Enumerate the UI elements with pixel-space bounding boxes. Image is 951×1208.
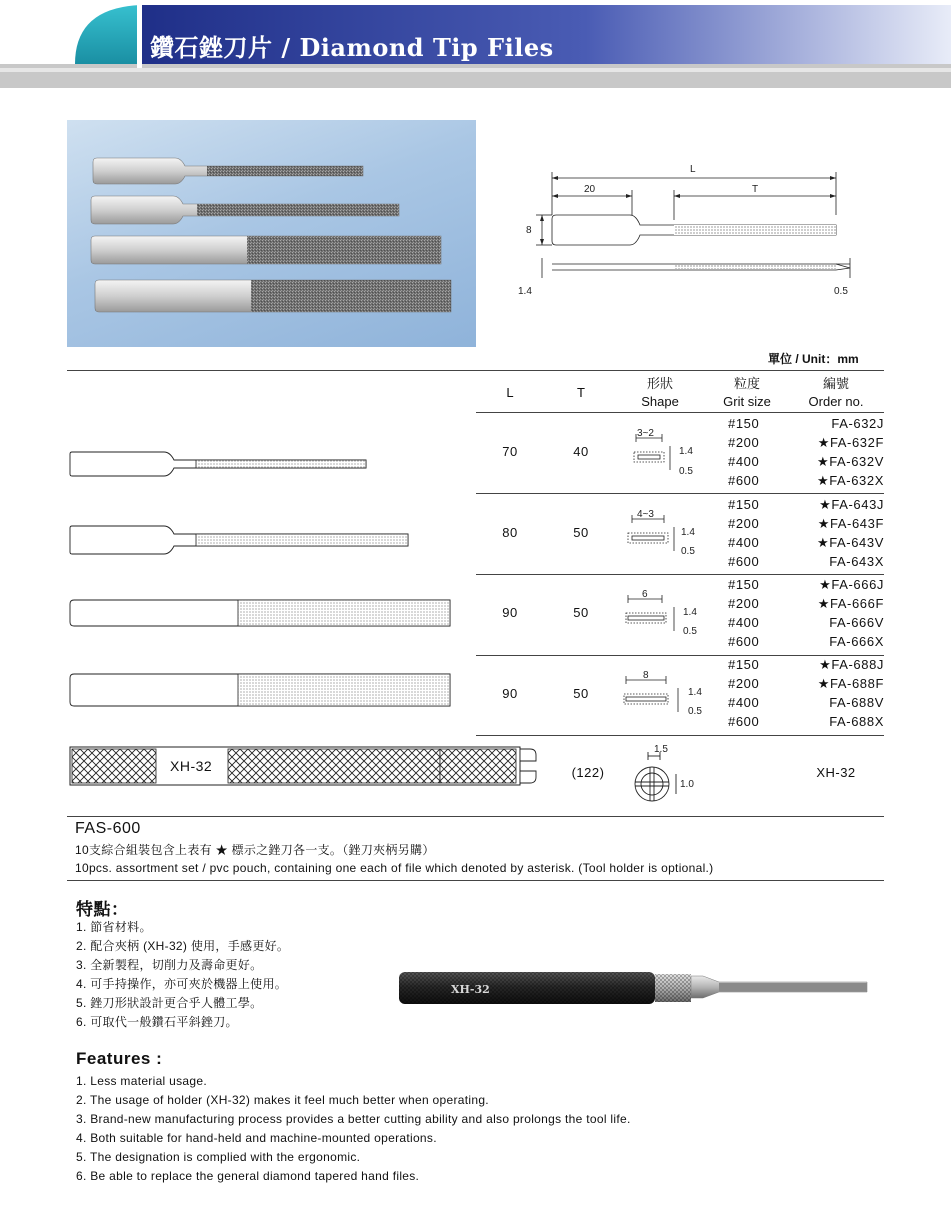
row3-grit-3: #400 <box>728 615 760 630</box>
features-zh-item-1: 1. 節省材料。 <box>76 920 152 934</box>
features-zh-item-5: 5. 銼刀形狀設計更合乎人體工學。 <box>76 996 263 1010</box>
file-drawing-90-6 <box>60 596 460 632</box>
row4-shape-width: 8 <box>643 670 649 681</box>
row1-grit-1: #150 <box>728 416 760 431</box>
tool-holder-photo <box>395 962 875 1010</box>
holder-shape-width: 1.5 <box>654 744 668 755</box>
row2-order-2: ★FA-643F <box>817 516 884 531</box>
holder-drawing-label: XH-32 <box>170 758 213 774</box>
header-order-en: Order no. <box>808 394 864 409</box>
row2-T: 50 <box>573 525 589 540</box>
file-drawing-80 <box>60 524 420 558</box>
page-title: 鑽石銼刀片 / Diamond Tip Files <box>150 33 554 62</box>
row-divider <box>476 655 884 656</box>
row3-shape-height: 1.4 <box>683 607 697 618</box>
features-en-item-4: 4. Both suitable for hand-held and machine-mounted operations. <box>76 1131 437 1145</box>
row2-grit-2: #200 <box>728 516 760 531</box>
row4-grit-2: #200 <box>728 676 760 691</box>
row2-order-1: ★FA-643J <box>819 497 884 512</box>
row4-grit-3: #400 <box>728 695 760 710</box>
row1-order-1: FA-632J <box>831 416 884 431</box>
row3-grit-2: #200 <box>728 596 760 611</box>
row3-shape-width: 6 <box>642 589 648 600</box>
row1-grit-3: #400 <box>728 454 760 469</box>
row3-grit-4: #600 <box>728 634 760 649</box>
dim-label-L: L <box>690 164 696 175</box>
dim-label-thickness: 1.4 <box>518 286 532 297</box>
features-zh-item-4: 4. 可手持操作，亦可夾於機器上使用。 <box>76 977 288 991</box>
row4-L: 90 <box>502 686 518 701</box>
table-bottom-rule <box>67 816 884 817</box>
row2-order-4: FA-643X <box>829 554 884 569</box>
row1-L: 70 <box>502 444 518 459</box>
features-zh-item-6: 6. 可取代一般鑽石平斜銼刀。 <box>76 1015 238 1029</box>
holder-L: (122) <box>571 765 605 780</box>
row1-grit-2: #200 <box>728 435 760 450</box>
table-header-rule <box>476 412 884 413</box>
features-zh-title: 特點： <box>76 900 129 919</box>
header-shape-en: Shape <box>641 394 679 409</box>
row2-order-3: ★FA-643V <box>816 535 884 550</box>
row-divider <box>476 574 884 575</box>
set-note-en: 10pcs. assortment set / pvc pouch, containing one each of file which denoted by asterisk. (Tool holder is optional.) <box>75 861 714 875</box>
features-en-item-3: 3. Brand-new manufacturing process provides a better cutting ability and also prolongs the tool life. <box>76 1112 631 1126</box>
holder-shape-height: 1.0 <box>680 779 694 790</box>
tool-holder-photo-label: XH-32 <box>451 983 490 996</box>
holder-order: XH-32 <box>816 765 856 780</box>
row1-order-3: ★FA-632V <box>816 454 884 469</box>
row3-grit-1: #150 <box>728 577 760 592</box>
row3-order-2: ★FA-666F <box>817 596 884 611</box>
product-photo <box>67 120 476 347</box>
row2-shape-height: 1.4 <box>681 527 695 538</box>
features-en-item-2: 2. The usage of holder (XH-32) makes it feel much better when operating. <box>76 1093 489 1107</box>
row3-order-3: FA-666V <box>829 615 884 630</box>
row4-order-1: ★FA-688J <box>819 657 884 672</box>
row4-T: 50 <box>573 686 589 701</box>
header-L: L <box>506 385 514 400</box>
set-title: FAS-600 <box>75 820 141 837</box>
row4-order-3: FA-688V <box>829 695 884 710</box>
row4-grit-4: #600 <box>728 714 760 729</box>
row2-grit-1: #150 <box>728 497 760 512</box>
file-drawing-90-8 <box>60 670 460 710</box>
dim-label-20: 20 <box>584 184 596 195</box>
features-en-title: Features : <box>76 1049 163 1068</box>
row3-order-1: ★FA-666J <box>819 577 884 592</box>
unit-label: 單位 / Unit：mm <box>768 352 859 366</box>
header-shape-zh: 形狀 <box>646 376 673 391</box>
header-order-zh: 編號 <box>822 376 849 391</box>
row2-L: 80 <box>502 525 518 540</box>
dim-label-8: 8 <box>526 225 532 236</box>
row3-shape-thickness: 0.5 <box>683 626 697 637</box>
dim-label-T: T <box>752 184 759 195</box>
row2-shape-width: 4~3 <box>637 509 654 520</box>
row4-shape-height: 1.4 <box>688 687 702 698</box>
features-zh-item-2: 2. 配合夾柄 (XH-32) 使用，手感更好。 <box>76 939 290 953</box>
row1-grit-4: #600 <box>728 473 760 488</box>
holder-shape-icon <box>626 752 696 804</box>
header-grit-en: Grit size <box>723 394 771 409</box>
features-en-item-5: 5. The designation is complied with the ergonomic. <box>76 1150 361 1164</box>
row4-shape-thickness: 0.5 <box>688 706 702 717</box>
row2-grit-3: #400 <box>728 535 760 550</box>
row2-shape-thickness: 0.5 <box>681 546 695 557</box>
row3-L: 90 <box>502 605 518 620</box>
files-photo-image <box>67 120 476 347</box>
features-en-item-6: 6. Be able to replace the general diamond tapered hand files. <box>76 1169 420 1183</box>
row1-shape-thickness: 0.5 <box>679 466 693 477</box>
row4-grit-1: #150 <box>728 657 760 672</box>
row4-order-2: ★FA-688F <box>817 676 884 691</box>
row1-order-2: ★FA-632F <box>817 435 884 450</box>
row1-order-4: ★FA-632X <box>816 473 884 488</box>
features-en-item-1: 1. Less material usage. <box>76 1074 207 1088</box>
header-grit-zh: 粒度 <box>733 376 760 391</box>
holder-drawing <box>68 745 538 787</box>
table-top-rule <box>67 370 884 371</box>
file-drawing-70 <box>60 448 380 478</box>
page-header <box>0 0 951 90</box>
row4-order-4: FA-688X <box>829 714 884 729</box>
header-T: T <box>577 385 585 400</box>
set-bottom-rule <box>67 880 884 881</box>
dim-label-tip: 0.5 <box>834 286 848 297</box>
row3-order-4: FA-666X <box>829 634 884 649</box>
features-zh-item-3: 3. 全新製程，切削力及壽命更好。 <box>76 958 263 972</box>
row-divider <box>476 735 884 736</box>
dimension-diagram <box>510 160 870 310</box>
row3-T: 50 <box>573 605 589 620</box>
row-divider <box>476 493 884 494</box>
set-note-zh: 10支綜合組裝包含上表有 ★ 標示之銼刀各一支。（銼刀夾柄另購） <box>75 843 435 857</box>
row1-T: 40 <box>573 444 589 459</box>
row1-shape-height: 1.4 <box>679 446 693 457</box>
row1-shape-width: 3~2 <box>637 428 654 439</box>
dimension-drawing <box>510 160 870 310</box>
row2-grit-4: #600 <box>728 554 760 569</box>
